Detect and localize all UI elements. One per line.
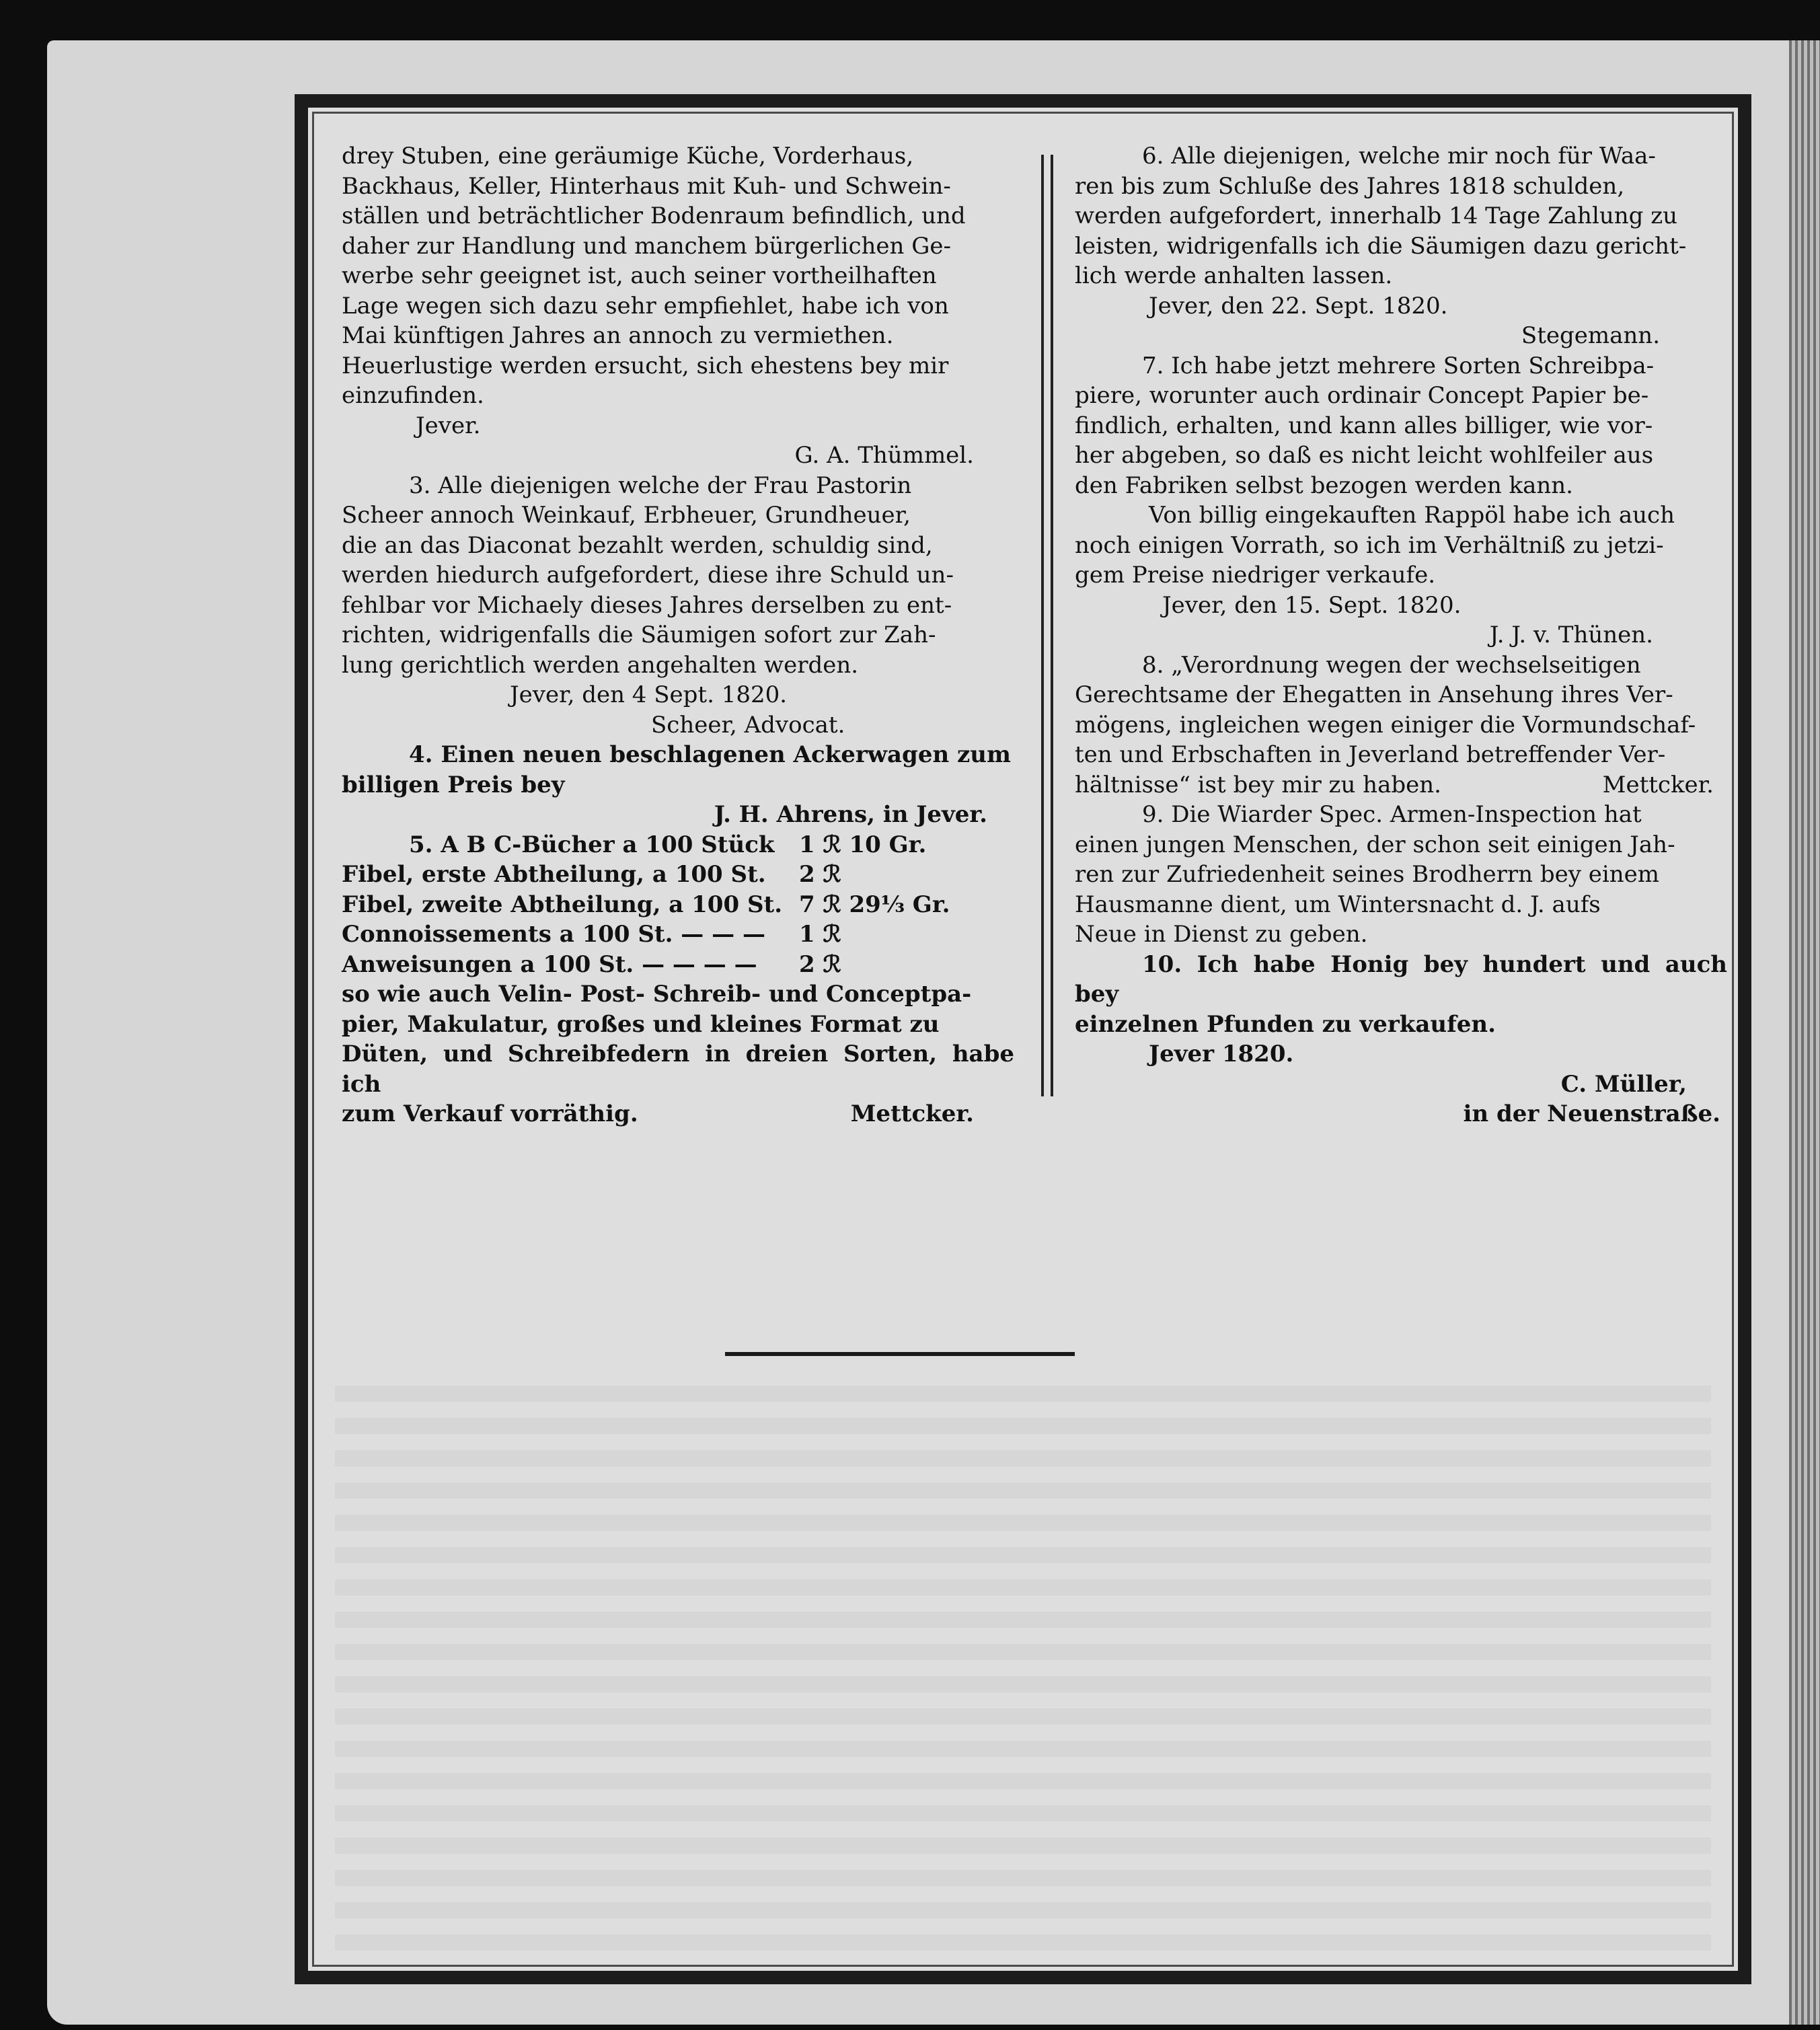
text-line: billigen Preis bey — [342, 771, 565, 798]
text-line: mögens, ingleichen wegen einiger die Vormundschaf- — [1075, 711, 1696, 739]
text-line: noch einigen Vorrath, so ich im Verhältniß zu jetzi- — [1075, 531, 1664, 559]
text-line: Lage wegen sich dazu sehr empfiehlet, habe ich von — [342, 292, 949, 319]
ad-5 — [342, 830, 1014, 1129]
ad-6 — [1075, 141, 1727, 351]
text-line: Heuerlustige werden ersucht, sich ehestens bey mir — [342, 352, 949, 379]
text-line: Von billig eingekauften Rappöl habe ich auch — [1149, 502, 1675, 529]
end-rule — [725, 1352, 1075, 1356]
text-line: 7. Ich habe jetzt mehrere Sorten Schreibpa- — [1142, 352, 1655, 379]
signature: J. H. Ahrens, in Jever. — [714, 801, 987, 828]
mourning-border-frame — [295, 94, 1751, 1984]
text-line: piere, worunter auch ordinair Concept Papier be- — [1075, 382, 1649, 409]
text-line: 6. Alle diejenigen, welche mir noch für Waa- — [1142, 143, 1656, 170]
text-line: Gerechtsame der Ehegatten in Ansehung ihres Ver- — [1075, 681, 1673, 708]
date-line: Jever, den 4 Sept. 1820. — [510, 681, 788, 708]
text-line: so wie auch Velin- Post- Schreib- und Conceptpa- — [342, 981, 972, 1008]
text-line: Hausmanne dient, um Wintersnacht d. J. aufs — [1075, 891, 1601, 918]
text-line: werbe sehr geeignet ist, auch seiner vortheilhaften — [342, 262, 937, 289]
date-line: Jever, den 15. Sept. 1820. — [1162, 591, 1462, 619]
text-line: Scheer annoch Weinkauf, Erbheuer, Grundheuer, — [342, 502, 911, 529]
text-line: 4. Einen neuen beschlagenen Ackerwagen zum — [409, 741, 1012, 768]
signature: C. Müller, — [1560, 1070, 1687, 1098]
text-line: den Fabriken selbst bezogen werden kann. — [1075, 472, 1573, 499]
text-line: ställen und beträchtlicher Bodenraum befindlich, und — [342, 202, 966, 229]
signature: Stegemann. — [1521, 322, 1660, 349]
price-item: 5. A B C-Bücher a 100 Stück — [409, 831, 775, 858]
text-line: ren zur Zufriedenheit seines Brodherrn bey einem — [1075, 861, 1660, 888]
price-item: Connoissements a 100 St. — — — — [342, 921, 765, 948]
column-divider — [1041, 155, 1053, 1096]
text-line — [342, 1099, 1014, 1129]
text-line: lich werde anhalten lassen. — [1075, 262, 1393, 289]
price-value: 2 ℛ — [799, 950, 841, 978]
text-line: fehlbar vor Michaely dieses Jahres derselben zu ent- — [342, 591, 952, 619]
date-line: Jever 1820. — [1149, 1041, 1294, 1067]
text-line: werden aufgefordert, innerhalb 14 Tage Zahlung zu — [1075, 202, 1678, 229]
price-value: 1 ℛ — [799, 921, 841, 948]
price-list — [342, 830, 1014, 980]
price-item: Fibel, zweite Abtheilung, a 100 St. — [342, 891, 783, 918]
text-line: einzufinden. — [342, 382, 484, 409]
text-line: richten, widrigenfalls die Säumigen sofort zur Zah- — [342, 622, 936, 648]
price-item: Anweisungen a 100 St. — — — — — [342, 950, 757, 978]
text-line: werden hiedurch aufgefordert, diese ihre Schuld un- — [342, 562, 954, 589]
date-line: Jever, den 22. Sept. 1820. — [1149, 292, 1448, 319]
text-fragment: zum Verkauf vorräthig. — [342, 1100, 638, 1127]
text-line: Mai künftigen Jahres an annoch zu vermiethen. — [342, 322, 894, 349]
ad-3 — [342, 471, 1014, 741]
text-fragment: hältnisse“ ist bey mir zu haben. — [1075, 771, 1441, 798]
text-line: drey Stuben, eine geräumige Küche, Vorderhaus, — [342, 143, 914, 170]
text-line — [1075, 770, 1727, 800]
signature: Mettcker. — [1602, 771, 1714, 798]
text-line: 10. Ich habe Honig bey hundert und auch bey — [1075, 950, 1727, 1008]
text-line: 9. Die Wiarder Spec. Armen-Inspection hat — [1142, 801, 1642, 828]
ad-9 — [1075, 800, 1727, 950]
text-line: Backhaus, Keller, Hinterhaus mit Kuh- und Schwein- — [342, 172, 951, 200]
text-line: einzelnen Pfunden zu verkaufen. — [1075, 1010, 1496, 1038]
text-line: findlich, erhalten, und kann alles billiger, wie vor- — [1075, 412, 1653, 439]
signature: G. A. Thümmel. — [794, 442, 974, 469]
ad-10 — [1075, 950, 1727, 1129]
text-line: die an das Diaconat bezahlt werden, schuldig sind, — [342, 531, 933, 559]
text-line: Neue in Dienst zu geben. — [1075, 921, 1368, 948]
ad-8 — [1075, 650, 1727, 800]
signature: Mettcker. — [850, 1100, 974, 1127]
place-line: Jever. — [416, 412, 481, 439]
text-line: her abgeben, so daß es nicht leicht wohlfeiler aus — [1075, 442, 1654, 469]
price-value: 1 ℛ 10 Gr. — [799, 831, 927, 858]
text-line: ren bis zum Schluße des Jahres 1818 schulden, — [1075, 172, 1625, 200]
price-item: Fibel, erste Abtheilung, a 100 St. — [342, 861, 766, 888]
signature: Scheer, Advocat. — [651, 711, 845, 739]
text-line: einen jungen Menschen, der schon seit einigen Jah- — [1075, 831, 1675, 858]
text-line: lung gerichtlich werden angehalten werden. — [342, 651, 859, 679]
ad-7 — [1075, 351, 1727, 650]
text-line: 8. „Verordnung wegen der wechselseitigen — [1142, 651, 1641, 679]
signature-address: in der Neuenstraße. — [1463, 1100, 1720, 1127]
left-column — [342, 141, 1014, 1129]
ad-4 — [342, 740, 1014, 830]
bleed-through-area — [335, 1386, 1711, 1951]
text-line: gem Preise niedriger verkaufe. — [1075, 562, 1436, 589]
text-line: Düten, und Schreibfedern in dreien Sorten, habe ich — [342, 1041, 1014, 1098]
text-line: leisten, widrigenfalls ich die Säumigen dazu gericht- — [1075, 232, 1687, 260]
ad-2-continuation — [342, 141, 1014, 471]
text-line: pier, Makulatur, großes und kleines Format zu — [342, 1010, 940, 1038]
signature: J. J. v. Thünen. — [1489, 622, 1653, 648]
text-line: 3. Alle diejenigen welche der Frau Pastorin — [409, 472, 912, 499]
text-line: daher zur Handlung und manchem bürgerlichen Ge- — [342, 232, 952, 260]
right-column — [1075, 141, 1727, 1129]
text-line: ten und Erbschaften in Jeverland betreffender Ver- — [1075, 741, 1666, 768]
price-value: 2 ℛ — [799, 861, 841, 888]
price-value: 7 ℛ 29⅓ Gr. — [799, 891, 950, 918]
next-page-edge — [1789, 40, 1820, 2025]
